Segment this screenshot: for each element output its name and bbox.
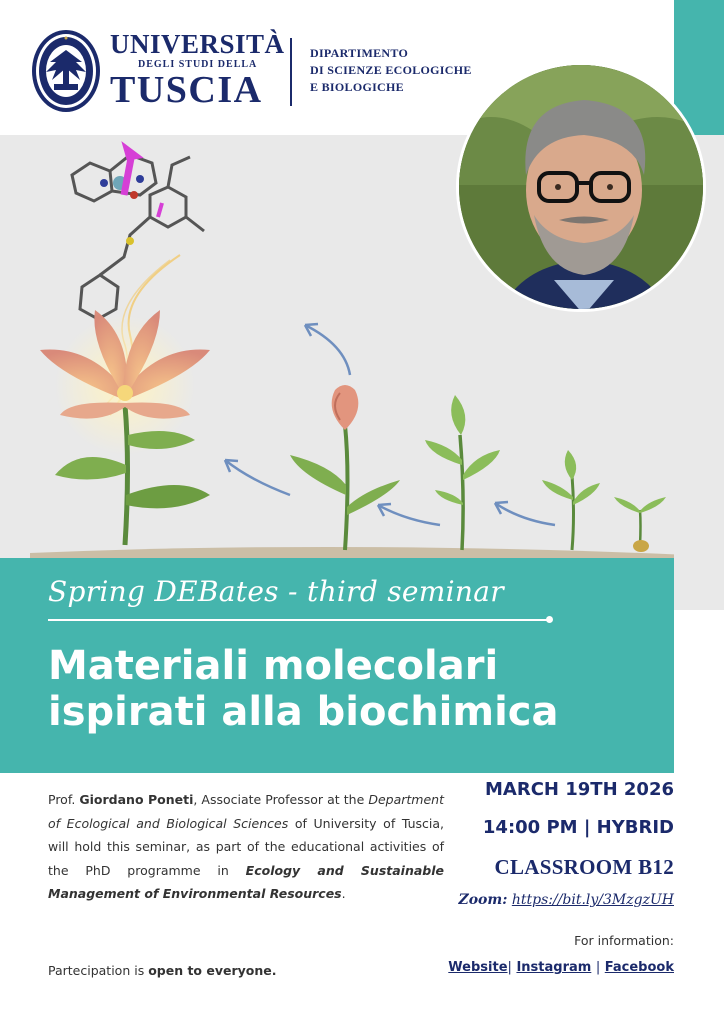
instagram-link[interactable]: Instagram <box>516 960 592 975</box>
facebook-link[interactable]: Facebook <box>604 960 674 975</box>
seminar-title-line-2: ispirati alla biochimica <box>48 689 559 735</box>
event-room: CLASSROOM B12 <box>494 855 674 879</box>
department-reference: Department of Ecological and Biological Sciences <box>48 792 444 831</box>
website-link[interactable]: Website <box>448 960 508 975</box>
university-line-3: TUSCIA <box>110 69 263 111</box>
department-line-2: DI SCIENZE ECOLOGICHE <box>310 63 472 77</box>
university-line-2: DEGLI STUDI DELLA <box>138 59 258 70</box>
university-line-1: UNIVERSITÀ <box>110 29 285 59</box>
subtitle-underline-dot <box>546 616 553 623</box>
participation-note <box>48 963 277 978</box>
subtitle-underline <box>48 619 550 621</box>
department-line-1: DIPARTIMENTO <box>310 46 409 60</box>
desc-text-2: , Associate Professor at the <box>193 792 369 807</box>
department-line-3: E BIOLOGICHE <box>310 80 404 94</box>
link-separator: | <box>507 960 512 975</box>
seminar-title <box>48 643 559 735</box>
info-links <box>448 960 674 975</box>
speaker-name: Giordano Poneti <box>79 792 194 807</box>
participation-prefix: Partecipation is <box>48 963 149 978</box>
phd-programme: Ecology and Sustainable Management of Environmental Resources <box>48 862 444 901</box>
seminar-title-line-1: Materiali molecolari <box>48 643 499 689</box>
header-divider <box>290 38 292 106</box>
seminar-description <box>48 788 444 906</box>
university-seal-icon <box>30 28 102 114</box>
speaker-photo <box>456 62 706 312</box>
zoom-info <box>459 892 675 908</box>
desc-text-4: . <box>341 886 346 901</box>
desc-text-1: Prof. <box>48 792 80 807</box>
event-date: MARCH 19TH 2026 <box>485 779 674 800</box>
link-separator: | <box>595 960 601 975</box>
bud-illustration <box>290 385 400 550</box>
participation-emphasis: open to everyone. <box>148 963 277 978</box>
department-name <box>310 45 472 96</box>
zoom-link[interactable]: https://bit.ly/3MzgzUH <box>511 892 674 908</box>
sprout-illustration <box>425 395 666 552</box>
flower-illustration <box>40 310 210 545</box>
desc-text-3: of University of Tuscia, will hold this seminar, as part of the educational activities of the PhD programme in <box>48 815 444 878</box>
university-name <box>110 29 285 111</box>
zoom-label: Zoom: <box>458 892 508 908</box>
event-time: 14:00 PM | HYBRID <box>482 817 674 838</box>
info-label: For information: <box>574 933 674 948</box>
speaker-portrait <box>459 65 706 312</box>
event-subtitle: Spring DEBates - third seminar <box>48 575 504 608</box>
arrow-icon <box>225 324 555 525</box>
